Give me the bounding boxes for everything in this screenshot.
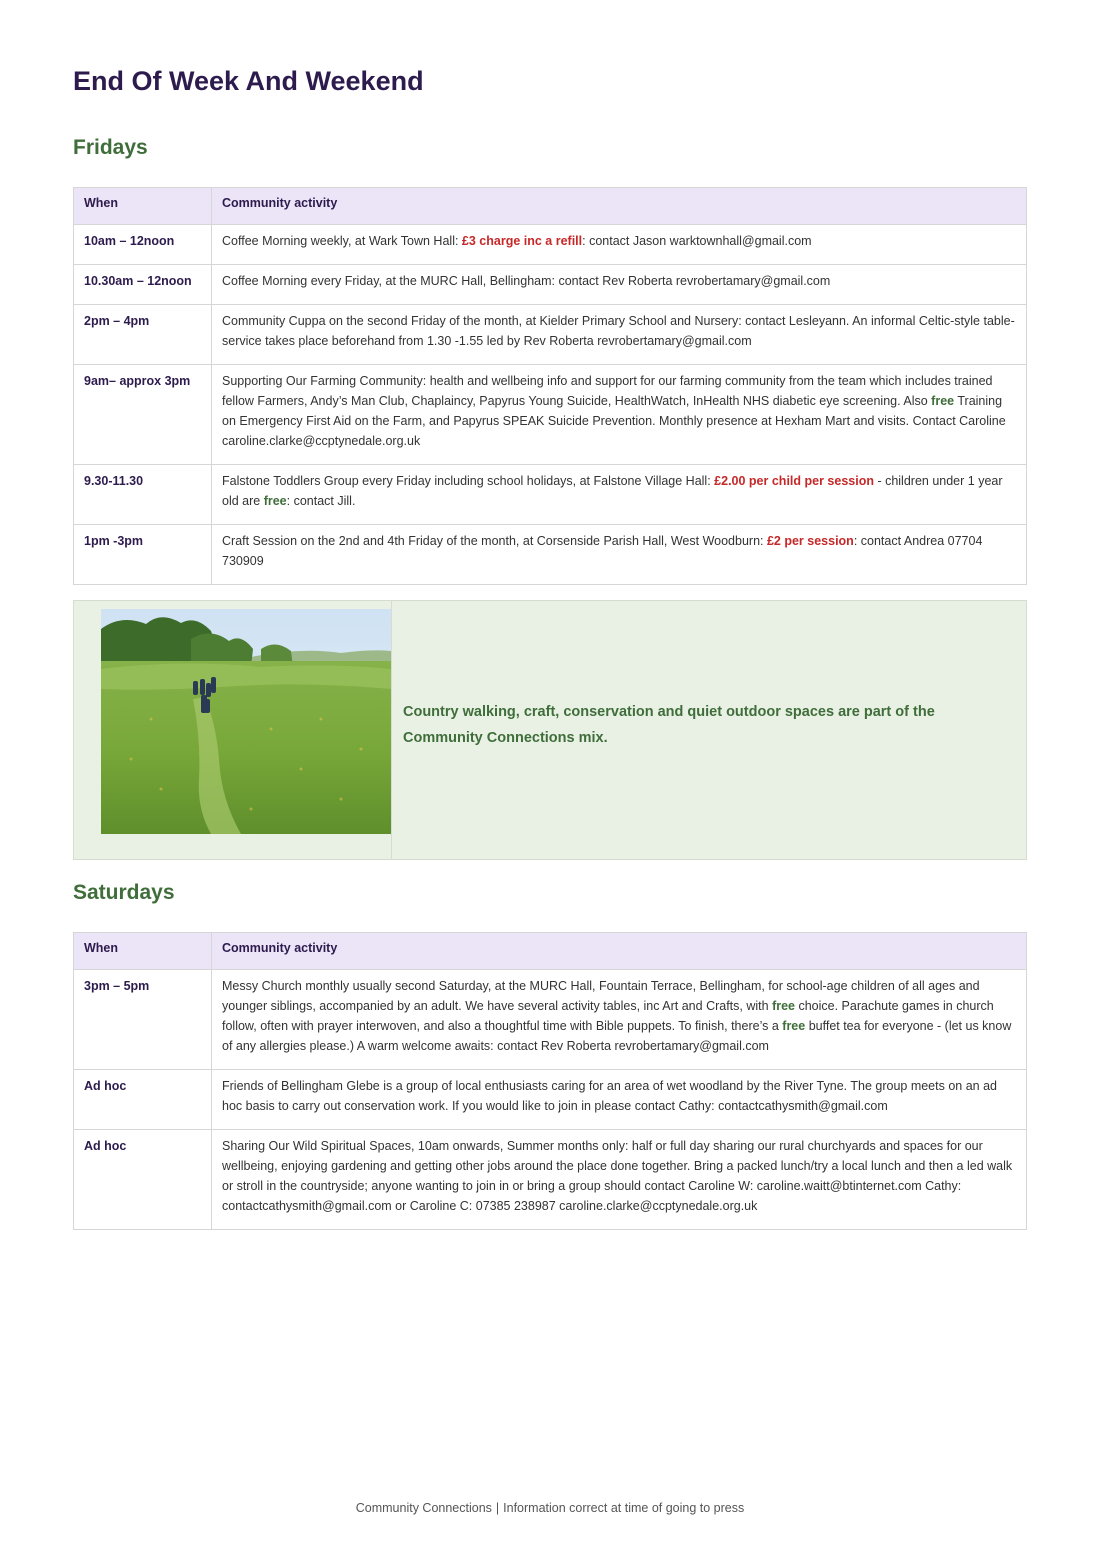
row-activity (212, 1130, 1027, 1230)
activity-text: : contact Andrea 07704 730909 (222, 534, 983, 568)
activity-text: Craft Session on the 2nd and 4th Friday of the month, at Corsenside Parish Hall, West Woodburn: (222, 534, 767, 548)
activity-text: choice. Parachute games in church follow, often with prayer interwoven, and also a thoughtful time with Bible puppets. To finish, there’s a (222, 999, 994, 1033)
row-time: 1pm -3pm (74, 525, 212, 585)
activity-text: Messy Church monthly usually second Saturday, at the MURC Hall, Fountain Terrace, Bellingham, for school-age children of all ages and younger siblings, accompanied by an adult. We have several activity tables, inc Art and Crafts, with (222, 979, 980, 1013)
table-row (74, 265, 1027, 305)
feature-caption: Country walking, craft, conservation and quiet outdoor spaces are part of the Community Connections mix. (403, 704, 935, 746)
price-text: £2.00 per child per session (714, 474, 874, 488)
table-row (74, 465, 1027, 525)
row-time: 2pm – 4pm (74, 305, 212, 365)
row-time: Ad hoc (74, 1070, 212, 1130)
footer-notice: Information correct at time of going to press (503, 1501, 745, 1515)
feature-panel (73, 600, 1027, 860)
table-row (74, 225, 1027, 265)
when-column-header: When (74, 188, 212, 225)
row-time: Ad hoc (74, 1130, 212, 1230)
fridays-table (73, 187, 1027, 585)
saturdays-table (73, 932, 1027, 1230)
walkers-in-meadow-photo (101, 609, 391, 834)
free-text: free (782, 1019, 806, 1033)
footer-publication-name: Community Connections (355, 1501, 492, 1515)
row-time: 3pm – 5pm (74, 970, 212, 1070)
activity-text: Falstone Toddlers Group every Friday including school holidays, at Falstone Village Hall: (222, 474, 715, 488)
activity-column-header: Community activity (212, 188, 1027, 225)
activity-text: Community Cuppa on the second Friday of the month, at Kielder Primary School and Nursery: contact Lesleyann. An informal Celtic-style table-service takes place beforehand from 1.30 -1.55 led by Rev Roberta revrobertamary@gmail.com (222, 314, 1015, 348)
activity-text: Training on Emergency First Aid on the Farm, and Papyrus SPEAK Suicide Prevention. Monthly presence at Hexham Mart and visits. Contact Caroline caroline.clarke@ccptynedale.org.uk (222, 394, 1006, 448)
meadow-photo-illustration (101, 609, 391, 834)
page-title: End Of Week And Weekend (73, 66, 424, 96)
row-activity (212, 525, 1027, 585)
table-row (74, 525, 1027, 585)
activity-text: - children under 1 year old are (222, 474, 1003, 508)
saturdays-table-body (74, 970, 1027, 1230)
activity-column-header: Community activity (212, 933, 1027, 970)
activity-text: Supporting Our Farming Community: health and wellbeing info and support for our farming community from the team which includes trained fellow Farmers, Andy’s Man Club, Chaplaincy, Papyrus Young Suicide, HealthWatch, InHealth NHS diabetic eye screening. Also (222, 374, 993, 408)
saturdays-heading: Saturdays (73, 881, 175, 904)
table-header-row (74, 933, 1027, 970)
feature-divider (391, 601, 392, 859)
page-footer (0, 1501, 1100, 1515)
activity-text: Sharing Our Wild Spiritual Spaces, 10am onwards, Summer months only: half or full day sharing our rural churchyards and spaces for our wellbeing, enjoying gardening and getting other jobs around the place done together. Bring a packed lunch/try a local lunch and then a led walk or stroll in the countryside; anyone wanting to join in or bring a group should contact Caroline W: caroline.waitt@btinternet.com Cathy: contactcathysmith@gmail.com or Caroline C: 07385 238987 caroline.clarke@ccptynedale.org.uk (222, 1139, 1013, 1213)
table-row (74, 305, 1027, 365)
price-text: £3 charge inc a refill (461, 234, 583, 248)
activity-text: : contact Jason warktownhall@gmail.com (582, 234, 812, 248)
activity-text: Coffee Morning every Friday, at the MURC Hall, Bellingham: contact Rev Roberta revrobertamary@gmail.com (222, 274, 831, 288)
row-time: 10am – 12noon (74, 225, 212, 265)
activity-text: Friends of Bellingham Glebe is a group of local enthusiasts caring for an area of wet woodland by the River Tyne. The group meets on an ad hoc basis to carry out conservation work. If you would like to join in please contact Cathy: contactcathysmith@gmail.com (222, 1079, 997, 1113)
free-text: free (772, 999, 795, 1013)
activity-text: : contact Jill. (286, 494, 356, 508)
activity-text: buffet tea for everyone - (let us know of any allergies please.) A warm welcome awaits: contact Rev Roberta revrobertamary@gmail.com (222, 1019, 1012, 1053)
row-activity (212, 265, 1027, 305)
row-time: 9.30-11.30 (74, 465, 212, 525)
table-header-row (74, 188, 1027, 225)
row-activity (212, 465, 1027, 525)
when-column-header: When (74, 933, 212, 970)
row-activity (212, 365, 1027, 465)
row-activity (212, 970, 1027, 1070)
row-activity (212, 1070, 1027, 1130)
table-row (74, 1070, 1027, 1130)
row-time: 9am– approx 3pm (74, 365, 212, 465)
fridays-table-body (74, 225, 1027, 585)
footer-separator: | (495, 1501, 500, 1515)
table-row (74, 365, 1027, 465)
table-row (74, 1130, 1027, 1230)
row-activity (212, 305, 1027, 365)
free-text: free (263, 494, 287, 508)
row-activity (212, 225, 1027, 265)
free-text: free (931, 394, 955, 408)
table-row (74, 970, 1027, 1070)
fridays-heading: Fridays (73, 136, 148, 159)
activity-text: Coffee Morning weekly, at Wark Town Hall: (222, 234, 462, 248)
row-time: 10.30am – 12noon (74, 265, 212, 305)
price-text: £2 per session (766, 534, 854, 548)
